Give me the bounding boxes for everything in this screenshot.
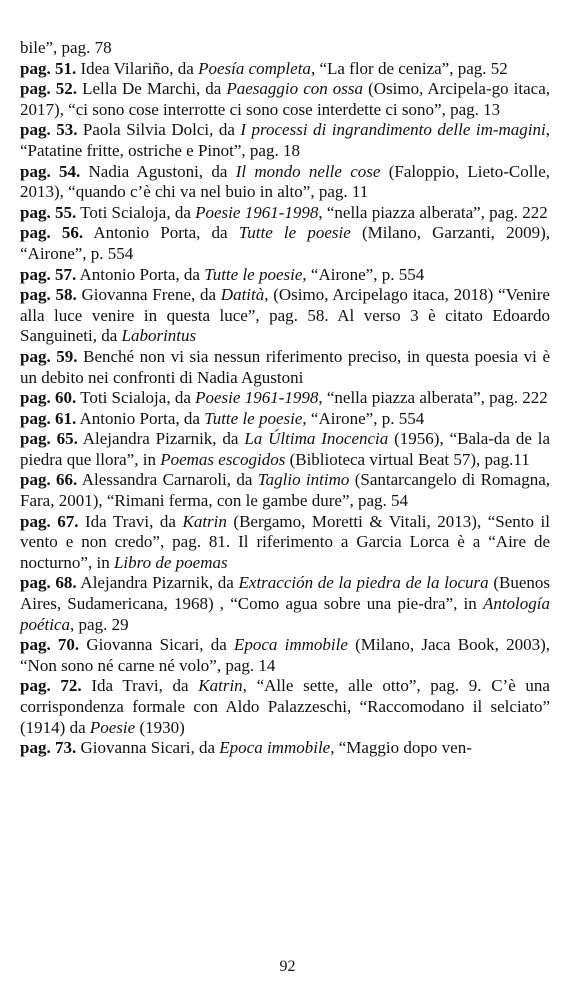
page-reference: pag. 66. [20,470,78,490]
page-reference: pag. 51. [20,58,77,78]
note-entry [20,635,550,676]
note-text: , (Osimo, Arcipelago itaca, 2018) “Venire alla luce venire in questa luce”, pag. 58. Al verso 3 è citato Edoardo Sanguineti, da [20,285,550,346]
page-reference: pag. 60. [20,388,77,408]
note-entry [20,285,550,347]
note-text: Antonio Porta, da [83,223,239,243]
notes-text-block [20,38,550,759]
work-title: Tutte le poesie [238,223,351,243]
note-entry [20,347,550,388]
note-text: Toti Scialoja, da [76,202,196,222]
page-reference: pag. 65. [20,429,78,449]
work-title: Taglio intimo [257,470,350,490]
work-title: Epoca immobile [219,738,331,758]
note-text: (1930) [135,717,185,737]
work-title: Poemas escogidos [160,449,286,469]
note-text: Toti Scialoja, da [76,388,196,408]
work-title: Laborintus [121,326,197,346]
note-text: , “Patatine fritte, ostriche e Pinot”, pag. 18 [20,120,550,160]
page-reference: pag. 72. [20,676,82,696]
work-title: Poesía completa [198,58,311,78]
note-text: (Buenos Aires, Sudamericana, 1968) , “Como agua sobre una pie-dra”, in [20,573,550,614]
work-title: Katrin [182,511,227,531]
note-text: Paola Silvia Dolci, da [77,120,241,140]
note-text: Nadia Agustoni, da [80,161,236,181]
work-title: Tutte le poesie [204,408,303,428]
note-text: , pag. 29 [70,614,129,634]
note-text: , “Airone”, p. 554 [302,408,425,428]
note-text: , “La flor de ceniza”, pag. 52 [310,58,508,78]
note-text: (Santarcangelo di Romagna, Fara, 2001), “Rimani ferma, con le gambe dure”, pag. 54 [20,470,550,511]
note-text: Benché non vi sia nessun riferimento preciso, in questa poesia vi è un debito nei confronti di Nadia Agustoni [20,346,550,387]
page-reference: pag. 52. [20,79,78,99]
note-entry [20,120,550,161]
note-text: bile”, pag. 78 [20,38,112,57]
work-title: Poesie 1961-1998 [195,202,319,222]
note-entry [20,265,550,286]
note-text: Alejandra Pizarnik, da [77,429,245,449]
page-reference: pag. 55. [20,202,77,222]
note-text: (Bergamo, Moretti & Vitali, 2013), “Sento il vento e non credo”, pag. 81. Il riferimento a Garcia Lorca è a “Aire de nocturno”, in [20,511,550,572]
work-title: Tutte le poesie [204,264,303,284]
note-text: , “nella piazza alberata”, pag. 222 [318,388,548,408]
page-reference: pag. 57. [20,264,77,284]
note-entry [20,388,550,409]
page-reference: pag. 59. [20,346,78,366]
note-entry [20,573,550,635]
note-text: (Biblioteca virtual Beat 57), pag.11 [285,449,530,469]
work-title: Poesie [89,717,136,737]
page-reference: pag. 53. [20,120,78,140]
note-text: (Milano, Jaca Book, 2003), “Non sono né carne né volo”, pag. 14 [20,635,550,675]
note-text: (1956), “Bala-da de la piedra que llora”, in [20,429,551,469]
note-entry [20,470,550,511]
work-title: Extracción de la piedra de la locura [238,573,489,593]
note-entry [20,512,550,574]
note-text: Giovanna Frene, da [76,285,221,305]
work-title: Paesaggio con ossa [226,79,364,99]
note-entry [20,409,550,430]
page-reference: pag. 67. [20,511,79,531]
note-continuation [20,38,550,59]
page-reference: pag. 61. [20,408,77,428]
note-entry [20,223,550,264]
page-reference: pag. 70. [20,635,80,655]
note-entry [20,59,550,80]
page-reference: pag. 56. [20,223,84,243]
work-title: Poesie 1961-1998 [195,388,319,408]
work-title: Antología poética [20,594,550,634]
note-text: Antonio Porta, da [76,264,205,284]
page-reference: pag. 58. [20,285,77,305]
note-text: Ida Travi, da [81,676,199,696]
note-text: , “nella piazza alberata”, pag. 222 [318,202,548,222]
note-text: (Milano, Garzanti, 2009), “Airone”, p. 554 [20,223,550,263]
note-text: Idea Vilariño, da [76,58,199,78]
note-text: Alejandra Pizarnik, da [76,573,239,593]
work-title: La Última Inocencia [244,429,389,449]
note-text: Ida Travi, da [78,511,183,531]
work-title: Epoca immobile [234,635,348,655]
work-title: Il mondo nelle cose [235,161,381,181]
note-text: (Faloppio, Lieto-Colle, 2013), “quando c’è chi va nel buio in alto”, pag. 11 [20,161,550,202]
note-text: Alessandra Carnaroli, da [77,470,258,490]
note-text: , “Airone”, p. 554 [302,264,425,284]
note-entry [20,429,550,470]
note-text: Lella De Marchi, da [77,79,227,99]
note-text: , “Alle sette, alle otto”, pag. 9. C’è una corrispondenza formale con Aldo Palazzeschi, “Raccomodano il selciato” (1914) da [20,676,550,737]
work-title: Libro de poemas [113,552,228,572]
page-reference: pag. 54. [20,161,81,181]
work-title: I processi di ingrandimento delle im-magini [240,120,546,140]
work-title: Datità [220,285,265,305]
note-text: , “Maggio dopo ven- [330,738,472,758]
page-number: 92 [279,958,296,975]
note-entry [20,676,550,738]
page-reference: pag. 68. [20,573,77,593]
note-entry [20,162,550,203]
note-entry [20,79,550,120]
note-entry [20,203,550,224]
note-text: Giovanna Sicari, da [76,738,220,758]
note-text: Giovanna Sicari, da [79,635,234,655]
work-title: Katrin [198,676,243,696]
note-entry [20,738,550,759]
note-text: Antonio Porta, da [76,408,205,428]
note-text: (Osimo, Arcipela-go itaca, 2017), “ci sono cose interrotte ci sono cose interdette ci sono”, pag. 13 [20,79,550,119]
page-reference: pag. 73. [20,738,77,758]
